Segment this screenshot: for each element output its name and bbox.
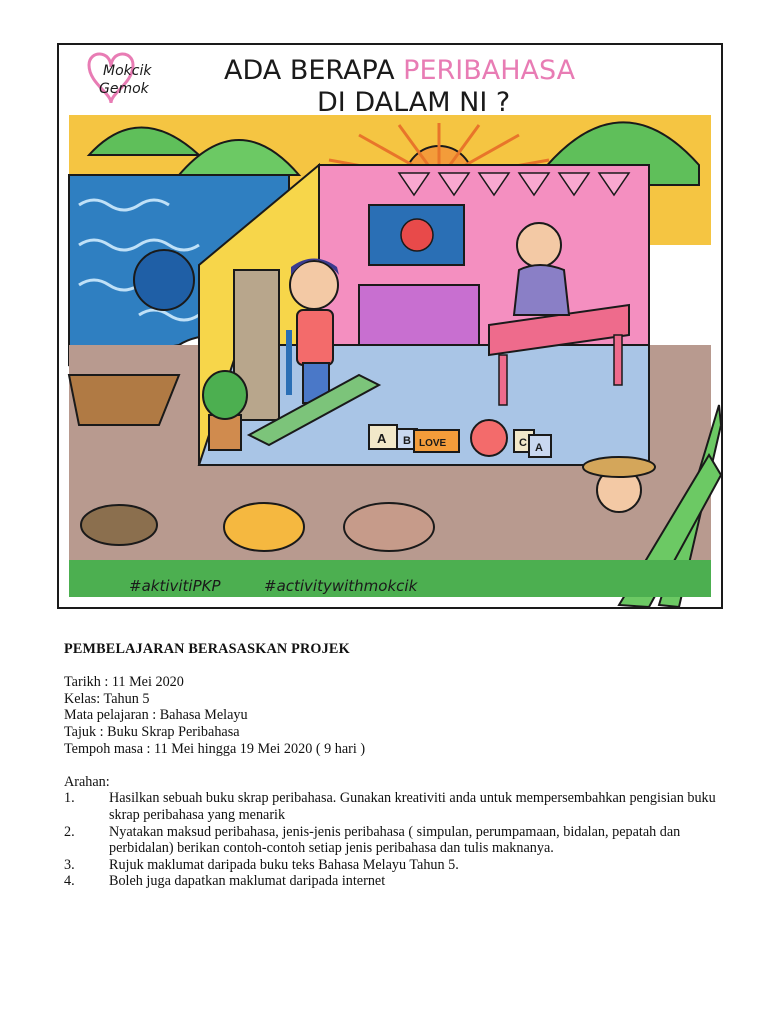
cat	[224, 503, 304, 551]
item-number: 2.	[64, 823, 75, 840]
item-text: Rujuk maklumat daripada buku teks Bahasa Melayu Tahun 5.	[109, 856, 459, 873]
item-number: 3.	[64, 856, 75, 873]
big-wave	[134, 250, 194, 310]
plant-pot	[209, 415, 241, 450]
topic-line: Tajuk : Buku Skrap Peribahasa	[64, 723, 240, 740]
date-line: Tarikh : 11 Mei 2020	[64, 674, 184, 691]
item-text: Hasilkan sebuah buku skrap peribahasa. Gunakan kreativiti anda untuk mempersembahkan pengisian buku skrap peribahasa yang menarik	[109, 790, 716, 823]
tortoise	[81, 505, 157, 545]
title-line2: DI DALAM NI ?	[317, 87, 511, 118]
title-highlight: PERIBAHASA	[403, 55, 576, 86]
heading: PEMBELAJARAN BERASASKAN PROJEK	[64, 641, 350, 657]
class-line: Kelas: Tahun 5	[64, 690, 150, 707]
proverb-illustration	[57, 43, 723, 609]
block-a-label: A	[377, 431, 387, 446]
block-b-label: B	[403, 435, 411, 447]
boat	[69, 375, 179, 425]
item-number: 4.	[64, 873, 75, 890]
instruction-item	[64, 873, 724, 890]
hashtag-left: #aktivitiPKP	[129, 577, 221, 595]
illustration-scene	[59, 45, 721, 607]
grandma-body	[514, 265, 569, 315]
duration-line: Tempoh masa : 11 Mei hingga 19 Mei 2020 ( 9 hari )	[64, 740, 366, 757]
girl-head	[290, 261, 338, 309]
hashtag-right: #activitywithmokcik	[264, 577, 418, 595]
plant-leaves	[203, 371, 247, 419]
instruction-item	[64, 790, 724, 823]
title-prefix: ADA BERAPA	[224, 55, 404, 86]
subject-line: Mata pelajaran : Bahasa Melayu	[64, 707, 248, 724]
instruction-item	[64, 824, 724, 857]
item-text: Boleh juga dapatkan maklumat daripada internet	[109, 873, 386, 890]
table-leg	[499, 355, 507, 405]
title-line1	[224, 55, 576, 86]
apple-icon	[401, 219, 433, 251]
item-text: Nyatakan maksud peribahasa, jenis-jenis peribahasa ( simpulan, perumpamaan, bidalan, pepatah dan perbidalan) berikan contoh-contoh setiap jenis peribahasa dan tulis maknanya.	[109, 823, 681, 857]
item-number: 1.	[64, 790, 75, 807]
girl-dress	[297, 310, 333, 365]
beach-ball	[471, 420, 507, 456]
block-love-label: LOVE	[419, 438, 447, 449]
grandma-head	[517, 223, 561, 267]
block-a2-label: A	[535, 442, 543, 454]
block-c-label: C	[519, 437, 527, 449]
dresser	[359, 285, 479, 345]
table-leg	[614, 335, 622, 385]
dog	[344, 503, 434, 551]
logo-line2: Gemok	[99, 81, 149, 97]
instructions-label: Arahan:	[64, 773, 110, 790]
project-instructions	[64, 641, 724, 890]
mokcik-logo	[89, 54, 152, 103]
farmer-hat	[583, 457, 655, 477]
logo-line1: Mokcik	[103, 63, 152, 79]
instruction-item	[64, 857, 724, 874]
